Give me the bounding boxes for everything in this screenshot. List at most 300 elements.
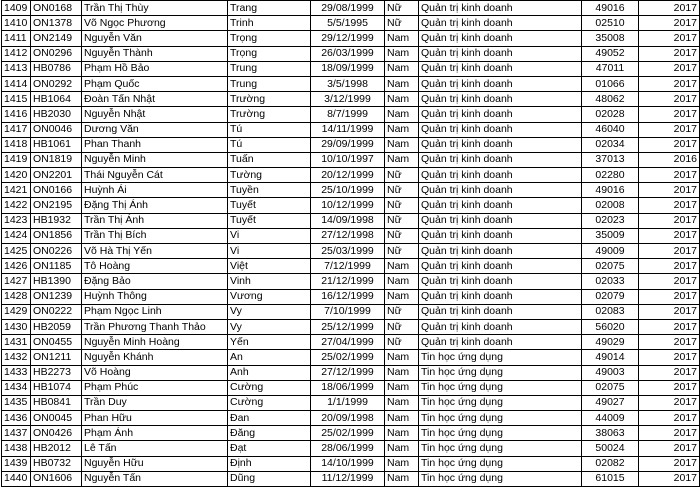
major-cell: Quản trị kinh doanh <box>419 228 582 243</box>
major-cell: Quản trị kinh doanh <box>419 1 582 16</box>
table-row <box>2 365 700 380</box>
first-name-cell: Trung <box>228 76 311 91</box>
first-name-cell: Đan <box>228 411 311 426</box>
major-cell: Tin học ứng dụng <box>419 441 582 456</box>
school-code-cell: 49003 <box>582 365 639 380</box>
major-cell: Quản trị kinh doanh <box>419 319 582 334</box>
first-name-cell: Dũng <box>228 471 311 486</box>
date-of-birth-cell: 28/06/1999 <box>311 441 385 456</box>
gender-cell: Nữ <box>385 244 419 259</box>
last-middle-name-cell: Nguyễn Minh <box>82 152 228 167</box>
gender-cell: Nữ <box>385 198 419 213</box>
date-of-birth-cell: 25/03/1999 <box>311 244 385 259</box>
school-code-cell: 02280 <box>582 168 639 183</box>
table-row <box>2 411 700 426</box>
last-middle-name-cell: Phạm Phúc <box>82 380 228 395</box>
first-name-cell: Định <box>228 456 311 471</box>
student-code-cell: HB0732 <box>31 456 82 471</box>
student-code-cell: ON1606 <box>31 471 82 486</box>
row-number-cell: 1437 <box>2 426 31 441</box>
first-name-cell: Vy <box>228 304 311 319</box>
date-of-birth-cell: 18/06/1999 <box>311 380 385 395</box>
major-cell: Quản trị kinh doanh <box>419 61 582 76</box>
student-code-cell: HB1061 <box>31 137 82 152</box>
first-name-cell: Vương <box>228 289 311 304</box>
major-cell: Quản trị kinh doanh <box>419 335 582 350</box>
last-middle-name-cell: Dương Văn <box>82 122 228 137</box>
year-cell: 2017 <box>639 471 700 486</box>
table-row <box>2 16 700 31</box>
first-name-cell: Trường <box>228 107 311 122</box>
gender-cell: Nam <box>385 456 419 471</box>
last-middle-name-cell: Trần Duy <box>82 395 228 410</box>
first-name-cell: Tuyết <box>228 213 311 228</box>
gender-cell: Nam <box>385 395 419 410</box>
last-middle-name-cell: Nguyễn Khánh <box>82 350 228 365</box>
table-row <box>2 259 700 274</box>
table-row <box>2 380 700 395</box>
table-row <box>2 213 700 228</box>
gender-cell: Nam <box>385 350 419 365</box>
date-of-birth-cell: 25/10/1999 <box>311 183 385 198</box>
student-list-table <box>1 0 700 487</box>
student-code-cell: HB1932 <box>31 213 82 228</box>
gender-cell: Nam <box>385 76 419 91</box>
gender-cell: Nữ <box>385 319 419 334</box>
student-code-cell: ON1239 <box>31 289 82 304</box>
table-row <box>2 456 700 471</box>
table-row <box>2 304 700 319</box>
year-cell: 2017 <box>639 137 700 152</box>
row-number-cell: 1435 <box>2 395 31 410</box>
school-code-cell: 35009 <box>582 228 639 243</box>
date-of-birth-cell: 25/02/1999 <box>311 350 385 365</box>
major-cell: Quản trị kinh doanh <box>419 76 582 91</box>
major-cell: Quản trị kinh doanh <box>419 304 582 319</box>
last-middle-name-cell: Võ Ngọc Phương <box>82 16 228 31</box>
last-middle-name-cell: Thái Nguyễn Cát <box>82 168 228 183</box>
major-cell: Tin học ứng dụng <box>419 380 582 395</box>
gender-cell: Nữ <box>385 228 419 243</box>
row-number-cell: 1419 <box>2 152 31 167</box>
date-of-birth-cell: 14/11/1999 <box>311 122 385 137</box>
row-number-cell: 1418 <box>2 137 31 152</box>
school-code-cell: 02008 <box>582 198 639 213</box>
student-code-cell: HB1074 <box>31 380 82 395</box>
last-middle-name-cell: Trần Thị Bích <box>82 228 228 243</box>
major-cell: Quản trị kinh doanh <box>419 137 582 152</box>
gender-cell: Nam <box>385 46 419 61</box>
last-middle-name-cell: Huỳnh Ái <box>82 183 228 198</box>
table-row <box>2 319 700 334</box>
first-name-cell: Tú <box>228 137 311 152</box>
last-middle-name-cell: Trần Phương Thanh Thảo <box>82 319 228 334</box>
student-code-cell: ON1185 <box>31 259 82 274</box>
table-row <box>2 31 700 46</box>
row-number-cell: 1425 <box>2 244 31 259</box>
row-number-cell: 1416 <box>2 107 31 122</box>
first-name-cell: Vinh <box>228 274 311 289</box>
student-code-cell: HB2273 <box>31 365 82 380</box>
date-of-birth-cell: 3/12/1999 <box>311 92 385 107</box>
row-number-cell: 1423 <box>2 213 31 228</box>
last-middle-name-cell: Trần Thị Ánh <box>82 213 228 228</box>
date-of-birth-cell: 26/03/1999 <box>311 46 385 61</box>
last-middle-name-cell: Phạm Ánh <box>82 426 228 441</box>
last-middle-name-cell: Đoàn Tấn Nhật <box>82 92 228 107</box>
table-row <box>2 289 700 304</box>
last-middle-name-cell: Đặng Bảo <box>82 274 228 289</box>
table-row <box>2 76 700 91</box>
year-cell: 2017 <box>639 395 700 410</box>
table-row <box>2 1 700 16</box>
gender-cell: Nam <box>385 426 419 441</box>
first-name-cell: An <box>228 350 311 365</box>
gender-cell: Nữ <box>385 304 419 319</box>
major-cell: Tin học ứng dụng <box>419 395 582 410</box>
first-name-cell: Vy <box>228 319 311 334</box>
major-cell: Quản trị kinh doanh <box>419 46 582 61</box>
major-cell: Quản trị kinh doanh <box>419 107 582 122</box>
year-cell: 2017 <box>639 92 700 107</box>
first-name-cell: Trung <box>228 61 311 76</box>
table-row <box>2 471 700 486</box>
school-code-cell: 49016 <box>582 1 639 16</box>
year-cell: 2017 <box>639 244 700 259</box>
row-number-cell: 1417 <box>2 122 31 137</box>
row-number-cell: 1415 <box>2 92 31 107</box>
gender-cell: Nam <box>385 107 419 122</box>
table-row <box>2 198 700 213</box>
school-code-cell: 02033 <box>582 274 639 289</box>
school-code-cell: 61015 <box>582 471 639 486</box>
row-number-cell: 1410 <box>2 16 31 31</box>
table-row <box>2 46 700 61</box>
first-name-cell: Cường <box>228 395 311 410</box>
date-of-birth-cell: 10/12/1999 <box>311 198 385 213</box>
first-name-cell: Việt <box>228 259 311 274</box>
first-name-cell: Trọng <box>228 31 311 46</box>
major-cell: Tin học ứng dụng <box>419 365 582 380</box>
gender-cell: Nữ <box>385 335 419 350</box>
gender-cell: Nam <box>385 152 419 167</box>
year-cell: 2017 <box>639 426 700 441</box>
school-code-cell: 35008 <box>582 31 639 46</box>
row-number-cell: 1439 <box>2 456 31 471</box>
student-code-cell: ON0226 <box>31 244 82 259</box>
row-number-cell: 1429 <box>2 304 31 319</box>
gender-cell: Nam <box>385 380 419 395</box>
table-row <box>2 335 700 350</box>
row-number-cell: 1431 <box>2 335 31 350</box>
year-cell: 2017 <box>639 198 700 213</box>
date-of-birth-cell: 29/12/1999 <box>311 31 385 46</box>
gender-cell: Nữ <box>385 1 419 16</box>
gender-cell: Nam <box>385 122 419 137</box>
date-of-birth-cell: 10/10/1997 <box>311 152 385 167</box>
date-of-birth-cell: 27/12/1999 <box>311 365 385 380</box>
last-middle-name-cell: Lê Tấn <box>82 441 228 456</box>
first-name-cell: Trinh <box>228 16 311 31</box>
gender-cell: Nữ <box>385 168 419 183</box>
date-of-birth-cell: 25/12/1999 <box>311 319 385 334</box>
student-code-cell: ON0046 <box>31 122 82 137</box>
year-cell: 2017 <box>639 16 700 31</box>
table-row <box>2 168 700 183</box>
student-code-cell: ON1378 <box>31 16 82 31</box>
school-code-cell: 01066 <box>582 76 639 91</box>
year-cell: 2017 <box>639 61 700 76</box>
gender-cell: Nam <box>385 289 419 304</box>
school-code-cell: 02083 <box>582 304 639 319</box>
gender-cell: Nam <box>385 274 419 289</box>
major-cell: Tin học ứng dụng <box>419 411 582 426</box>
table-row <box>2 92 700 107</box>
row-number-cell: 1411 <box>2 31 31 46</box>
year-cell: 2017 <box>639 319 700 334</box>
last-middle-name-cell: Phạm Quốc <box>82 76 228 91</box>
school-code-cell: 02079 <box>582 289 639 304</box>
first-name-cell: Cường <box>228 380 311 395</box>
student-code-cell: ON2201 <box>31 168 82 183</box>
school-code-cell: 38063 <box>582 426 639 441</box>
date-of-birth-cell: 14/10/1999 <box>311 456 385 471</box>
school-code-cell: 46040 <box>582 122 639 137</box>
date-of-birth-cell: 14/09/1998 <box>311 213 385 228</box>
school-code-cell: 02082 <box>582 456 639 471</box>
date-of-birth-cell: 27/12/1998 <box>311 228 385 243</box>
gender-cell: Nam <box>385 441 419 456</box>
first-name-cell: Đạt <box>228 441 311 456</box>
last-middle-name-cell: Võ Hà Thị Yến <box>82 244 228 259</box>
last-middle-name-cell: Đặng Thị Ánh <box>82 198 228 213</box>
table-row <box>2 228 700 243</box>
year-cell: 2017 <box>639 228 700 243</box>
school-code-cell: 02028 <box>582 107 639 122</box>
year-cell: 2017 <box>639 304 700 319</box>
year-cell: 2017 <box>639 274 700 289</box>
school-code-cell: 02510 <box>582 16 639 31</box>
last-middle-name-cell: Tô Hoàng <box>82 259 228 274</box>
first-name-cell: Trọng <box>228 46 311 61</box>
table-row <box>2 441 700 456</box>
row-number-cell: 1424 <box>2 228 31 243</box>
student-code-cell: ON0168 <box>31 1 82 16</box>
school-code-cell: 48062 <box>582 92 639 107</box>
gender-cell: Nam <box>385 365 419 380</box>
date-of-birth-cell: 8/7/1999 <box>311 107 385 122</box>
gender-cell: Nam <box>385 137 419 152</box>
last-middle-name-cell: Phan Thanh <box>82 137 228 152</box>
date-of-birth-cell: 11/12/1999 <box>311 471 385 486</box>
year-cell: 2017 <box>639 335 700 350</box>
student-code-cell: HB1390 <box>31 274 82 289</box>
row-number-cell: 1427 <box>2 274 31 289</box>
student-code-cell: HB2059 <box>31 319 82 334</box>
student-code-cell: HB0786 <box>31 61 82 76</box>
year-cell: 2017 <box>639 168 700 183</box>
row-number-cell: 1438 <box>2 441 31 456</box>
date-of-birth-cell: 20/12/1999 <box>311 168 385 183</box>
major-cell: Quản trị kinh doanh <box>419 259 582 274</box>
date-of-birth-cell: 3/5/1998 <box>311 76 385 91</box>
first-name-cell: Tuyền <box>228 183 311 198</box>
table-row <box>2 350 700 365</box>
gender-cell: Nữ <box>385 183 419 198</box>
row-number-cell: 1420 <box>2 168 31 183</box>
row-number-cell: 1426 <box>2 259 31 274</box>
first-name-cell: Anh <box>228 365 311 380</box>
year-cell: 2017 <box>639 122 700 137</box>
year-cell: 2017 <box>639 1 700 16</box>
year-cell: 2017 <box>639 76 700 91</box>
last-middle-name-cell: Nguyễn Minh Hoàng <box>82 335 228 350</box>
student-code-cell: ON0166 <box>31 183 82 198</box>
school-code-cell: 02034 <box>582 137 639 152</box>
gender-cell: Nam <box>385 259 419 274</box>
row-number-cell: 1436 <box>2 411 31 426</box>
student-code-cell: ON0222 <box>31 304 82 319</box>
last-middle-name-cell: Võ Hoàng <box>82 365 228 380</box>
school-code-cell: 49016 <box>582 183 639 198</box>
school-code-cell: 56020 <box>582 319 639 334</box>
table-row <box>2 137 700 152</box>
last-middle-name-cell: Phạm Hồ Bảo <box>82 61 228 76</box>
last-middle-name-cell: Phạm Ngọc Linh <box>82 304 228 319</box>
table-row <box>2 152 700 167</box>
table-row <box>2 426 700 441</box>
major-cell: Tin học ứng dụng <box>419 456 582 471</box>
last-middle-name-cell: Nguyễn Nhật <box>82 107 228 122</box>
major-cell: Quản trị kinh doanh <box>419 122 582 137</box>
table-row <box>2 61 700 76</box>
major-cell: Quản trị kinh doanh <box>419 198 582 213</box>
first-name-cell: Trường <box>228 92 311 107</box>
row-number-cell: 1440 <box>2 471 31 486</box>
student-code-cell: ON0292 <box>31 76 82 91</box>
first-name-cell: Tuyết <box>228 198 311 213</box>
row-number-cell: 1434 <box>2 380 31 395</box>
major-cell: Quản trị kinh doanh <box>419 244 582 259</box>
first-name-cell: Tuấn <box>228 152 311 167</box>
last-middle-name-cell: Phan Hữu <box>82 411 228 426</box>
date-of-birth-cell: 18/09/1999 <box>311 61 385 76</box>
major-cell: Tin học ứng dụng <box>419 350 582 365</box>
date-of-birth-cell: 1/1/1999 <box>311 395 385 410</box>
student-code-cell: HB2012 <box>31 441 82 456</box>
date-of-birth-cell: 21/12/1999 <box>311 274 385 289</box>
school-code-cell: 44009 <box>582 411 639 426</box>
school-code-cell: 49052 <box>582 46 639 61</box>
school-code-cell: 37013 <box>582 152 639 167</box>
major-cell: Quản trị kinh doanh <box>419 183 582 198</box>
table-row <box>2 122 700 137</box>
year-cell: 2017 <box>639 31 700 46</box>
school-code-cell: 49014 <box>582 350 639 365</box>
date-of-birth-cell: 29/08/1999 <box>311 1 385 16</box>
student-code-cell: ON0045 <box>31 411 82 426</box>
major-cell: Quản trị kinh doanh <box>419 289 582 304</box>
year-cell: 2017 <box>639 183 700 198</box>
date-of-birth-cell: 7/12/1999 <box>311 259 385 274</box>
row-number-cell: 1421 <box>2 183 31 198</box>
first-name-cell: Yến <box>228 335 311 350</box>
year-cell: 2017 <box>639 289 700 304</box>
gender-cell: Nữ <box>385 16 419 31</box>
table-row <box>2 244 700 259</box>
table-row <box>2 395 700 410</box>
gender-cell: Nữ <box>385 213 419 228</box>
year-cell: 2017 <box>639 411 700 426</box>
last-middle-name-cell: Huỳnh Thông <box>82 289 228 304</box>
last-middle-name-cell: Nguyễn Thành <box>82 46 228 61</box>
table-row <box>2 107 700 122</box>
student-code-cell: HB2030 <box>31 107 82 122</box>
year-cell: 2017 <box>639 365 700 380</box>
row-number-cell: 1412 <box>2 46 31 61</box>
first-name-cell: Đăng <box>228 426 311 441</box>
row-number-cell: 1432 <box>2 350 31 365</box>
table-body <box>2 1 700 487</box>
major-cell: Quản trị kinh doanh <box>419 152 582 167</box>
year-cell: 2017 <box>639 213 700 228</box>
major-cell: Quản trị kinh doanh <box>419 31 582 46</box>
student-code-cell: ON1819 <box>31 152 82 167</box>
year-cell: 2017 <box>639 350 700 365</box>
last-middle-name-cell: Trần Thị Thùy <box>82 1 228 16</box>
major-cell: Quản trị kinh doanh <box>419 168 582 183</box>
student-code-cell: ON1856 <box>31 228 82 243</box>
last-middle-name-cell: Nguyễn Hữu <box>82 456 228 471</box>
gender-cell: Nam <box>385 61 419 76</box>
table-row <box>2 274 700 289</box>
year-cell: 2016 <box>639 152 700 167</box>
student-code-cell: ON2195 <box>31 198 82 213</box>
row-number-cell: 1422 <box>2 198 31 213</box>
major-cell: Quản trị kinh doanh <box>419 274 582 289</box>
last-middle-name-cell: Nguyễn Văn <box>82 31 228 46</box>
gender-cell: Nam <box>385 31 419 46</box>
gender-cell: Nam <box>385 411 419 426</box>
first-name-cell: Tú <box>228 122 311 137</box>
year-cell: 2017 <box>639 456 700 471</box>
row-number-cell: 1413 <box>2 61 31 76</box>
major-cell: Tin học ứng dụng <box>419 426 582 441</box>
first-name-cell: Trang <box>228 1 311 16</box>
school-code-cell: 49027 <box>582 395 639 410</box>
student-code-cell: HB0841 <box>31 395 82 410</box>
first-name-cell: Vi <box>228 228 311 243</box>
row-number-cell: 1430 <box>2 319 31 334</box>
first-name-cell: Vi <box>228 244 311 259</box>
gender-cell: Nam <box>385 92 419 107</box>
first-name-cell: Tường <box>228 168 311 183</box>
school-code-cell: 50024 <box>582 441 639 456</box>
row-number-cell: 1428 <box>2 289 31 304</box>
student-code-cell: ON0455 <box>31 335 82 350</box>
student-code-cell: ON1211 <box>31 350 82 365</box>
date-of-birth-cell: 25/02/1999 <box>311 426 385 441</box>
year-cell: 2017 <box>639 46 700 61</box>
date-of-birth-cell: 27/04/1999 <box>311 335 385 350</box>
year-cell: 2017 <box>639 259 700 274</box>
date-of-birth-cell: 16/12/1999 <box>311 289 385 304</box>
last-middle-name-cell: Nguyễn Tấn <box>82 471 228 486</box>
student-code-cell: HB1064 <box>31 92 82 107</box>
school-code-cell: 02023 <box>582 213 639 228</box>
major-cell: Tin học ứng dụng <box>419 471 582 486</box>
date-of-birth-cell: 20/09/1998 <box>311 411 385 426</box>
